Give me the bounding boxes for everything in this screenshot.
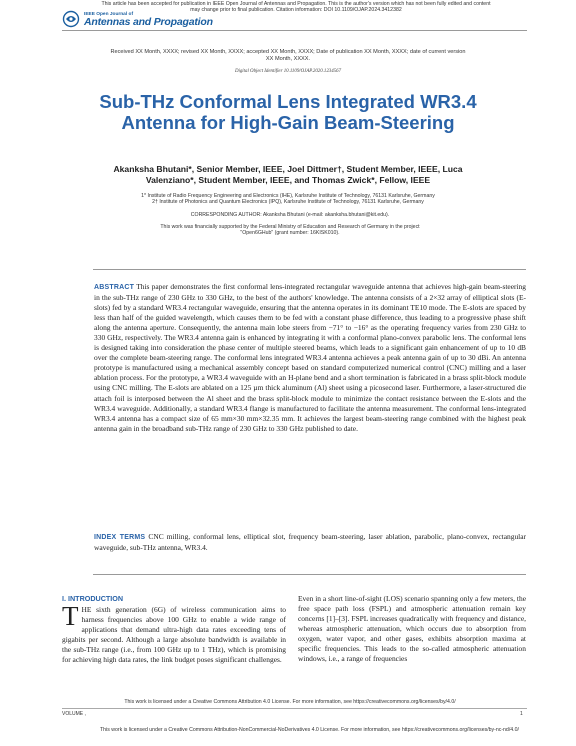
license-notice: This work is licensed under a Creative Commons Attribution 4.0 License. For more information, see https://creativecommons.org/licenses/by/4.0/ xyxy=(124,699,456,705)
section-heading: I. INTRODUCTION xyxy=(62,594,124,603)
received-dates: Received XX Month, XXXX; revised XX Month, XXXX; accepted XX Month, XXXX; Date of publication XX Month, XXXX; date of current version XX Month, XXXX. xyxy=(110,49,466,62)
author-list: Akanksha Bhutani*, Senior Member, IEEE, Joel Dittmer†, Student Member, IEEE, Luca Valenziano*, Student Member, IEEE, and Thomas Zwick*, Fellow, IEEE xyxy=(113,164,463,185)
corresponding-author: CORRESPONDING AUTHOR: Akanksha Bhutani (e-mail: akanksha.bhutani@kit.edu). xyxy=(190,212,390,218)
funding-note: This work was financially supported by the Federal Ministry of Education and Research of Germany in the project "Open6GHub" (grant number: 16KISK010). xyxy=(160,224,420,237)
header-divider xyxy=(62,30,527,31)
intro-left-text: HE sixth generation (6G) of wireless communication aims to harness frequencies above 100 GHz to enable a wide range of applications that demand ultra-high data rates exceeding tens of gigabits per second. Although a large absolute bandwidth is available in the sub-THz range (i.e., from 100 GHz up to 1 THz), which is promising for achieving high data rates, the link budget poses significant challenges. xyxy=(62,605,286,665)
abstract-text: This paper demonstrates the first conformal lens-integrated rectangular waveguide antenna that achieves high-gain beam-steering in the sub-THz range of 230 GHz to 330 GHz, to the best of the authors' knowledge. The antenna consists of a 2×32 array of elliptical slots (E-slots) fed by a standard WR3.4 rectangular waveguide, ensuring that the antenna operates in its dominant TE10 mode. The E-slots are spaced by less than half of the guided wavelength, which causes them to be fed with a constant phase difference, thus leading to a progressive phase shift along the antenna aperture. Consequently, the antenna main lobe steers from −71° to −16° as the operating frequency varies from 230 GHz to 330 GHz, respectively. The WR3.4 antenna gain is enhanced by integrating it with a conformal plano-convex parabolic lens. The conformal lens is designed taking into consideration the phase center of multiple steered beams, which leads to a significant gain enhancement of up to 10 dB over the complete beam-steering range. The conformal lens integrated WR3.4 antenna achieves a peak antenna gain of up to 30 dBi. An antenna prototype is manufactured using a mechanical assembly concept based on standard computerized numerical control (CNC) milling and a laser ablation process. For the prototype, a WR3.4 waveguide with an H-plane bend and a short termination is fabricated in a brass split-block module using CNC milling. The E-slots are ablated on a 125 µm thick aluminum (Al) sheet using a picosecond laser. Furthermore, a laser-structured die attach foil is interposed between the Al sheet and the brass split-block module to minimize the contact resistance between the E-slots and the WR3.4 waveguide. Additionally, a standard WR3.4 flange is manufactured to facilitate the antenna measurement. The conformal lens-integrated WR3.4 antenna has a compact size of 65 mm×30 mm×32.35 mm. It achieves the largest beam-steering range combined with the highest peak antenna gain in the broadband sub-THz range of 230 GHz to 330 GHz published to date. xyxy=(94,282,526,433)
journal-org-label: IEEE Open Journal of xyxy=(84,12,134,17)
abstract-bottom-divider xyxy=(93,574,526,575)
ieee-journal-logo-icon xyxy=(62,10,80,28)
abstract-label: ABSTRACT xyxy=(94,284,135,291)
abstract-top-divider xyxy=(93,269,526,270)
acceptance-notice: This article has been accepted for publication in IEEE Open Journal of Antennas and Propagation. This is the author's version which has not been fully edited and content may change prior to final publication. Citation information: DOI 10.1109/OJAP.2024.3412382 xyxy=(101,1,491,14)
intro-left-column xyxy=(62,594,286,665)
footer-divider xyxy=(62,708,527,709)
intro-right-column: Even in a short line-of-sight (LOS) scenario spanning only a few meters, the free space path loss (FSPL) and atmospheric attenuation remain key concerns [1]–[3]. FSPL increases quadratically with frequency and distance, whereas atmospheric attenuation, which occurs due to absorption from oxygen, water vapor, and other gases, exhibits absorption maxima at specific frequencies. This leads to the so-called atmospheric attenuation windows, i.e., a range of frequencies xyxy=(298,594,526,664)
affiliation-2: 2† Institute of Photonics and Quantum Electronics (IPQ), Karlsruhe Institute of Technology, 76131 Karlsruhe, Germany xyxy=(152,199,424,206)
paper-title: Sub-THz Conformal Lens Integrated WR3.4 Antenna for High-Gain Beam-Steering xyxy=(99,91,477,133)
license-bottom-notice: This work is licensed under a Creative Commons Attribution-NonCommercial-NoDerivatives 4.0 License. For more information, see https://creativecommons.org/licenses/by-nc-nd/4.0/ xyxy=(100,727,519,733)
volume-label: VOLUME , xyxy=(62,711,86,717)
drop-cap: T xyxy=(62,601,79,632)
doi-line: Digital Object Identifier 10.1109/OJAP.2020.1234567 xyxy=(234,69,342,74)
index-terms-label: INDEX TERMS xyxy=(94,534,146,541)
affiliations xyxy=(116,193,460,205)
index-terms-block xyxy=(94,532,526,553)
affiliation-1: 1* Institute of Radio Frequency Engineering and Electronics (IHE), Karlsruhe Institute of Technology, 76131 Karlsruhe, Germany xyxy=(141,193,435,199)
journal-name: Antennas and Propagation xyxy=(84,16,213,28)
abstract-block xyxy=(94,282,526,434)
index-terms-text: CNC milling, conformal lens, elliptical slot, frequency beam-steering, laser ablation, parabolic, plano-convex, rectangular waveguide, sub-THz antenna, WR3.4. xyxy=(94,532,527,553)
page-number: 1 xyxy=(520,711,523,717)
